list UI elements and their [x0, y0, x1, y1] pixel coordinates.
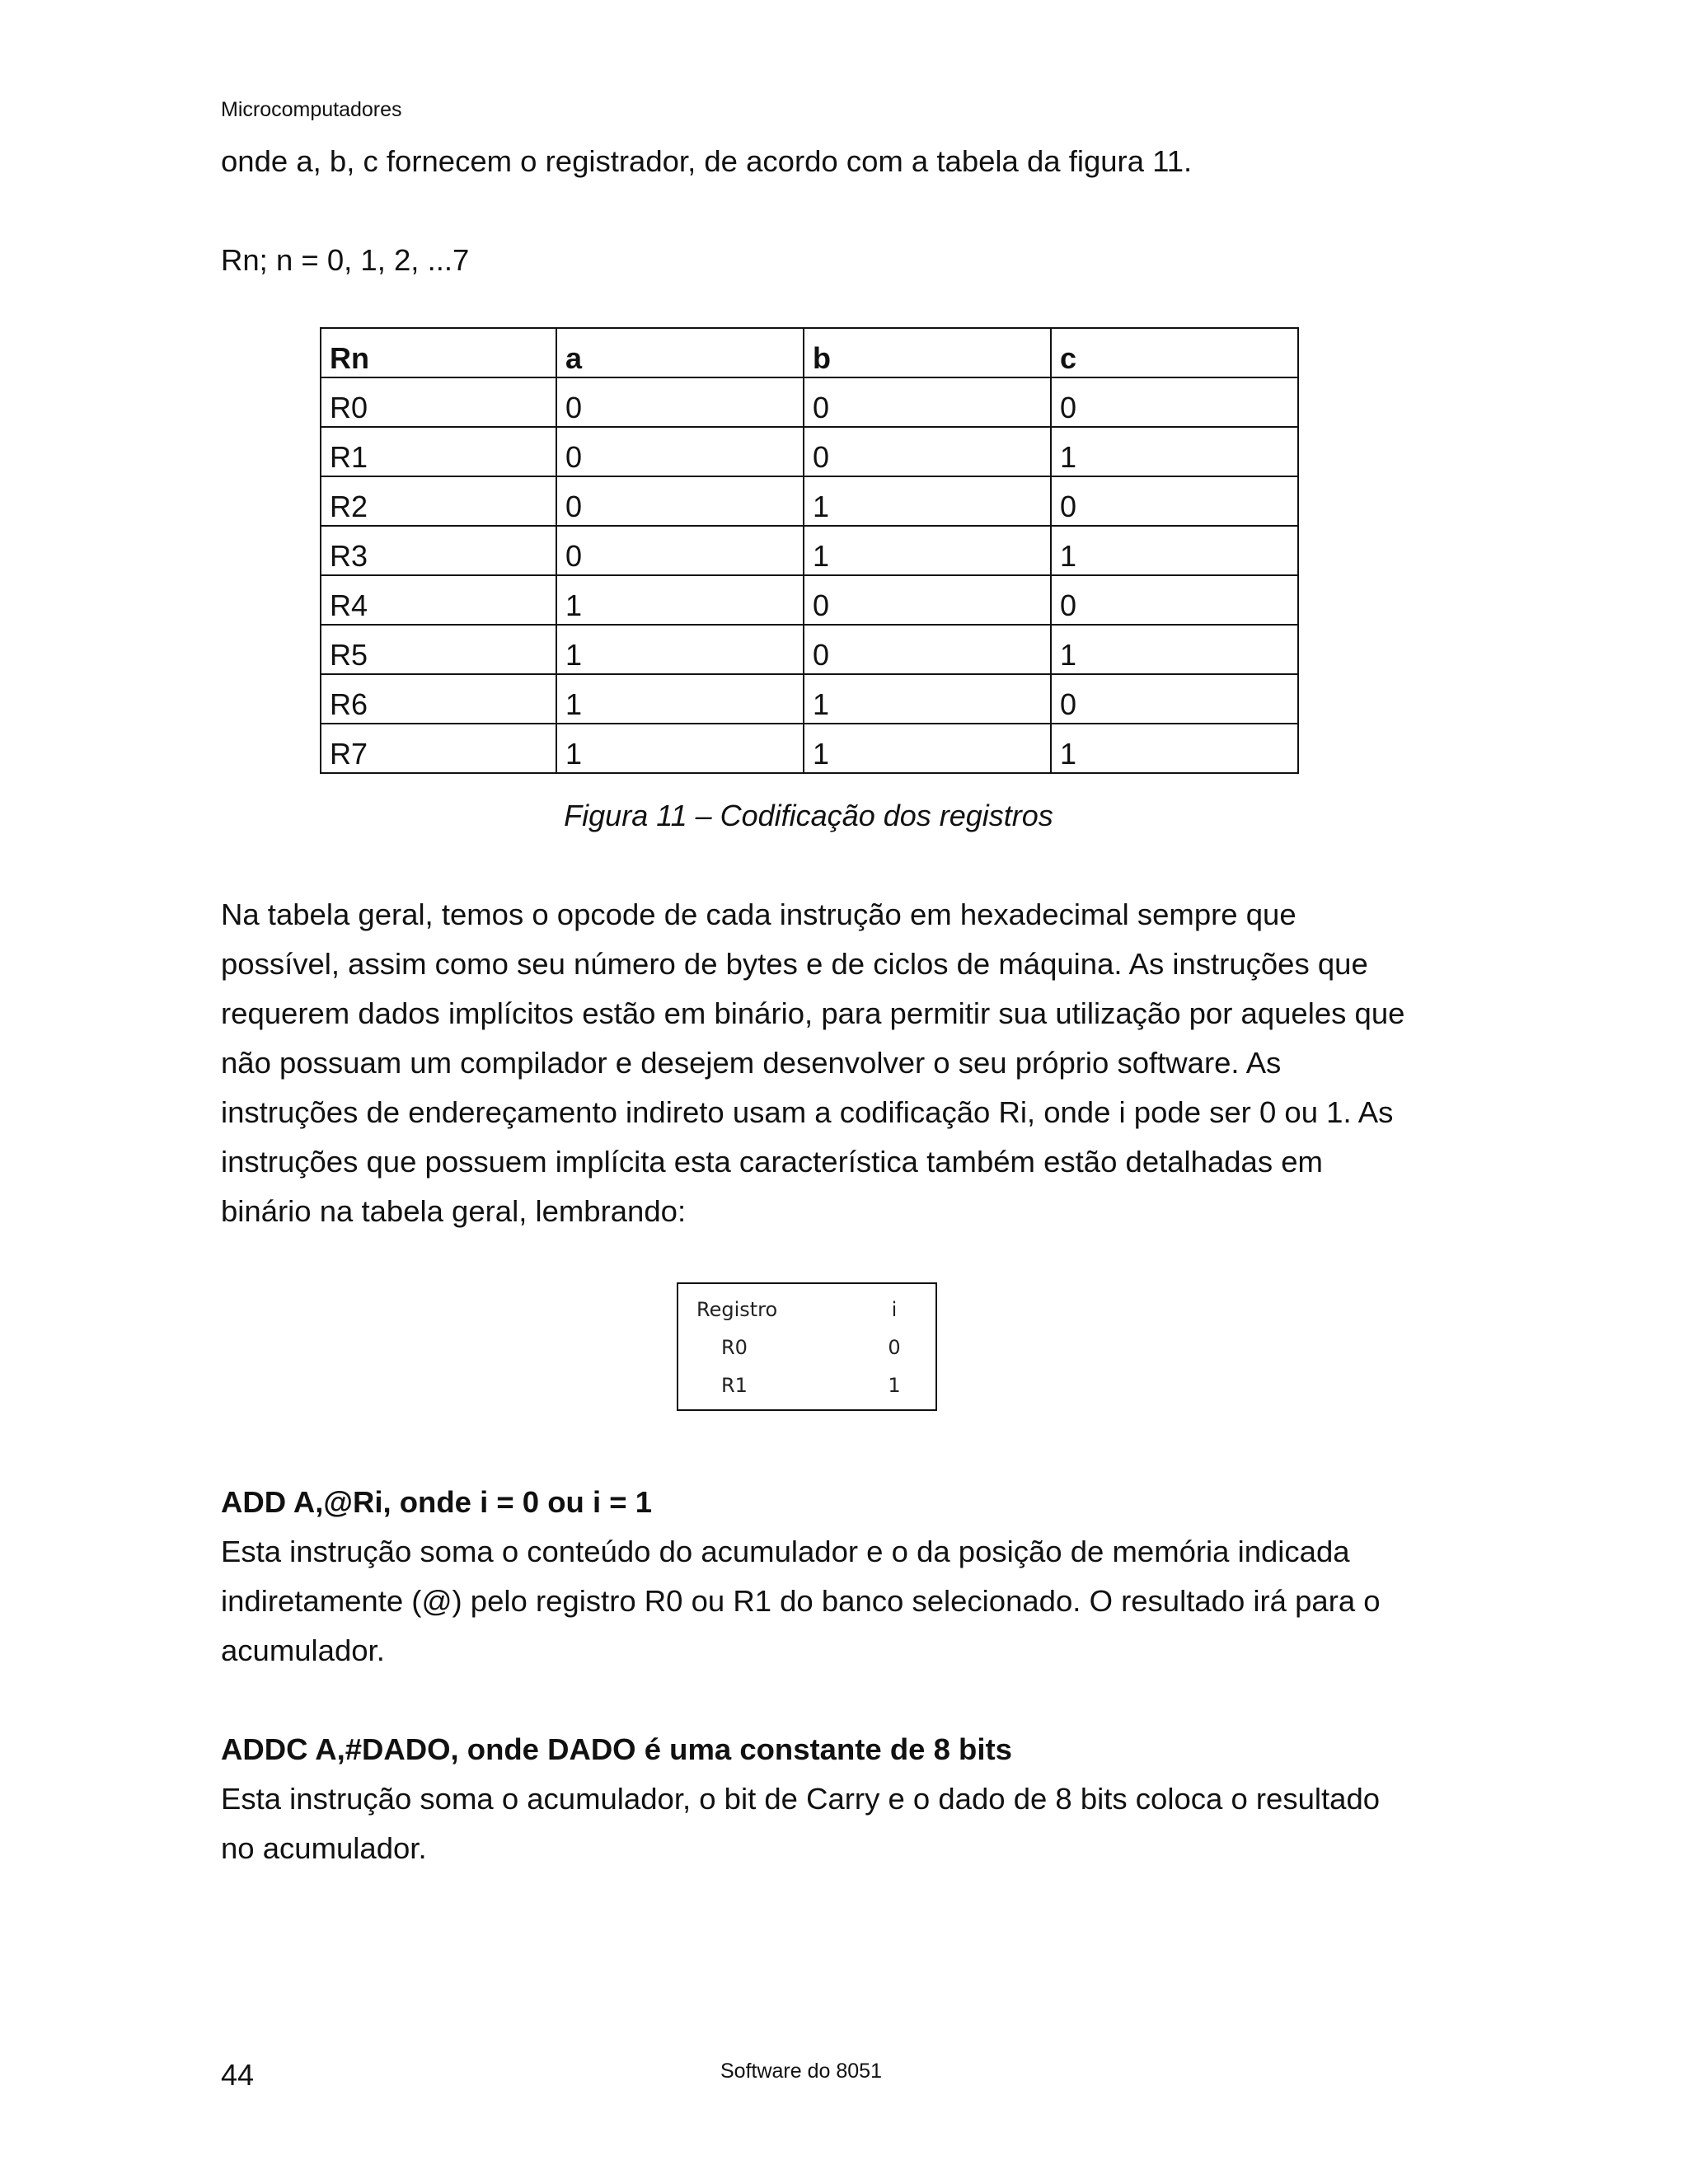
table-cell: 0: [556, 427, 804, 476]
table-cell: 1: [1051, 625, 1298, 674]
table-cell: 1: [556, 724, 804, 773]
table-cell: R1: [721, 1374, 748, 1397]
table-row: [321, 625, 1298, 674]
column-header-c: c: [1051, 328, 1298, 377]
footer-title: Software do 8051: [720, 2060, 882, 2083]
table-cell: 0: [888, 1336, 901, 1359]
table-cell: 0: [804, 575, 1051, 625]
table-row: [321, 724, 1298, 773]
table-cell: 0: [1051, 674, 1298, 724]
section-heading-addc: ADDC A,#DADO, onde DADO é uma constante de 8 bits: [221, 1732, 1012, 1766]
section-text-add: Esta instrução soma o conteúdo do acumulador e o da posição de memória indicada indiretamente (@) pelo registro R0 ou R1 do banco selecionado. O resultado irá para o acumulador.: [221, 1535, 1381, 1667]
table-cell: 0: [556, 476, 804, 526]
table-row: [696, 1329, 919, 1366]
table-cell: 0: [1051, 377, 1298, 427]
running-header: Microcomputadores: [221, 98, 402, 121]
column-header-registro: Registro: [696, 1298, 778, 1321]
table-cell: 1: [804, 476, 1051, 526]
table-row: [321, 575, 1298, 625]
page-number: 44: [221, 2058, 255, 2092]
table-cell: R6: [321, 674, 556, 724]
table-header-row: [696, 1291, 919, 1329]
table-cell: 1: [556, 575, 804, 625]
table-header-row: [321, 328, 1298, 377]
ri-coding-table: [696, 1291, 919, 1404]
table-cell: R7: [321, 724, 556, 773]
column-header-a: a: [556, 328, 804, 377]
table-row: [321, 377, 1298, 427]
table-cell: 1: [1051, 724, 1298, 773]
column-header-rn: Rn: [321, 328, 556, 377]
table-cell: R3: [321, 526, 556, 575]
table-cell: 1: [1051, 427, 1298, 476]
column-header-i: i: [891, 1298, 898, 1321]
table-cell: R4: [321, 575, 556, 625]
register-formula: Rn; n = 0, 1, 2, ...7: [221, 243, 470, 277]
table-cell: 1: [556, 625, 804, 674]
table-cell: 0: [556, 526, 804, 575]
ri-coding-box: [677, 1282, 937, 1411]
body-paragraph: Na tabela geral, temos o opcode de cada instrução em hexadecimal sempre que possível, assim como seu número de bytes e de ciclos de máquina. As instruções que requerem dados implícitos estão em binário, para permitir sua utilização por aqueles que não possuam um compilador e desejem desenvolver o seu próprio software. As instruções de endereçamento indireto usam a codificação Ri, onde i pode ser 0 ou 1. As instruções que possuem implícita esta característica também estão detalhadas em binário na tabela geral, lembrando:: [221, 898, 1405, 1228]
table-cell: 1: [1051, 526, 1298, 575]
table-row: [321, 674, 1298, 724]
table-cell: 0: [804, 427, 1051, 476]
table-cell: 1: [556, 674, 804, 724]
table-row: [321, 427, 1298, 476]
table-cell: R2: [321, 476, 556, 526]
register-coding-table: [320, 327, 1299, 774]
table-cell: 0: [1051, 476, 1298, 526]
table-cell: 0: [804, 625, 1051, 674]
table-cell: 0: [804, 377, 1051, 427]
table-row: [321, 476, 1298, 526]
table-row: [696, 1366, 919, 1404]
table-cell: R5: [321, 625, 556, 674]
section-heading-add: ADD A,@Ri, onde i = 0 ou i = 1: [221, 1485, 653, 1519]
table-cell: 1: [888, 1374, 901, 1397]
table-cell: R0: [721, 1336, 748, 1359]
table-cell: 1: [804, 674, 1051, 724]
table-cell: 0: [1051, 575, 1298, 625]
column-header-b: b: [804, 328, 1051, 377]
intro-line: onde a, b, c fornecem o registrador, de acordo com a tabela da figura 11.: [221, 144, 1193, 178]
table-cell: R1: [321, 427, 556, 476]
table-cell: 0: [556, 377, 804, 427]
figure-caption: Figura 11 – Codificação dos registros: [564, 799, 1053, 832]
table-cell: R0: [321, 377, 556, 427]
table-cell: 1: [804, 724, 1051, 773]
section-text-addc: Esta instrução soma o acumulador, o bit de Carry e o dado de 8 bits coloca o resultado no acumulador.: [221, 1782, 1381, 1865]
table-row: [321, 526, 1298, 575]
table-cell: 1: [804, 526, 1051, 575]
